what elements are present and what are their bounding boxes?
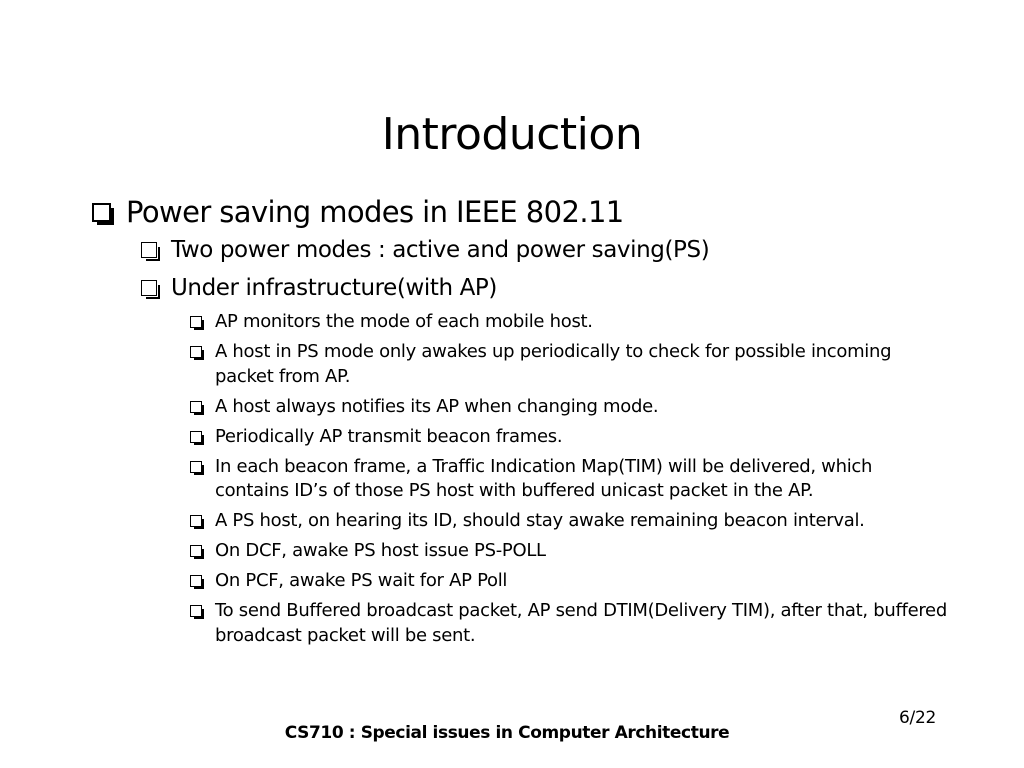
bullet-level3 <box>0 509 1024 534</box>
bullet-text: In each beacon frame, a Traffic Indication Map(TIM) will be delivered, which contains ID’s of those PS host with buffered unicast packet in the AP. <box>215 455 873 501</box>
bullet-level3 <box>0 569 1024 594</box>
bullet-level3 <box>0 455 1024 504</box>
hollow-square-bullet-icon <box>190 461 202 473</box>
bullet-level3 <box>0 310 1024 335</box>
bullet-text: A PS host, on hearing its ID, should stay awake remaining beacon interval. <box>215 510 865 531</box>
bullet-text: On PCF, awake PS wait for AP Poll <box>215 570 508 591</box>
slide-footer: CS710 : Special issues in Computer Architecture <box>284 723 730 743</box>
bullet-level3 <box>0 599 1024 648</box>
hollow-square-bullet-icon <box>190 545 202 557</box>
hollow-square-bullet-icon <box>141 242 157 258</box>
bullet-level1 <box>0 192 1024 232</box>
slide-title: Introduction <box>381 109 643 160</box>
bullet-text: A host always notifies its AP when changing mode. <box>215 395 659 417</box>
hollow-square-bullet-icon <box>92 203 111 222</box>
bullet-text: On DCF, awake PS host issue PS-POLL <box>215 540 546 561</box>
hollow-square-bullet-icon <box>190 346 202 358</box>
hollow-square-bullet-icon <box>190 575 202 587</box>
slide-body <box>0 192 1024 654</box>
bullet-level3 <box>0 425 1024 450</box>
bullet-text: To send Buffered broadcast packet, AP send DTIM(Delivery TIM), after that, buffered broadcast packet will be sent. <box>215 600 947 646</box>
hollow-square-bullet-icon <box>190 605 202 617</box>
bullet-text: Two power modes : active and power saving(PS) <box>171 237 710 263</box>
bullet-text: Power saving modes in IEEE 802.11 <box>126 195 624 229</box>
bullet-level3 <box>0 340 1024 389</box>
bullet-level3 <box>0 395 1024 420</box>
bullet-text: AP monitors the mode of each mobile host. <box>215 311 593 332</box>
hollow-square-bullet-icon <box>190 515 202 527</box>
bullet-level2 <box>0 269 1024 307</box>
bullet-level2 <box>0 231 1024 269</box>
hollow-square-bullet-icon <box>190 316 202 328</box>
bullet-text: A host in PS mode only awakes up periodically to check for possible incoming packet from AP. <box>215 341 892 387</box>
hollow-square-bullet-icon <box>141 280 157 296</box>
hollow-square-bullet-icon <box>190 431 202 443</box>
bullet-text: Under infrastructure(with AP) <box>171 275 497 301</box>
page-number: 6/22 <box>899 708 936 728</box>
hollow-square-bullet-icon <box>190 401 202 413</box>
bullet-level3 <box>0 539 1024 564</box>
bullet-text: Periodically AP transmit beacon frames. <box>215 425 563 447</box>
